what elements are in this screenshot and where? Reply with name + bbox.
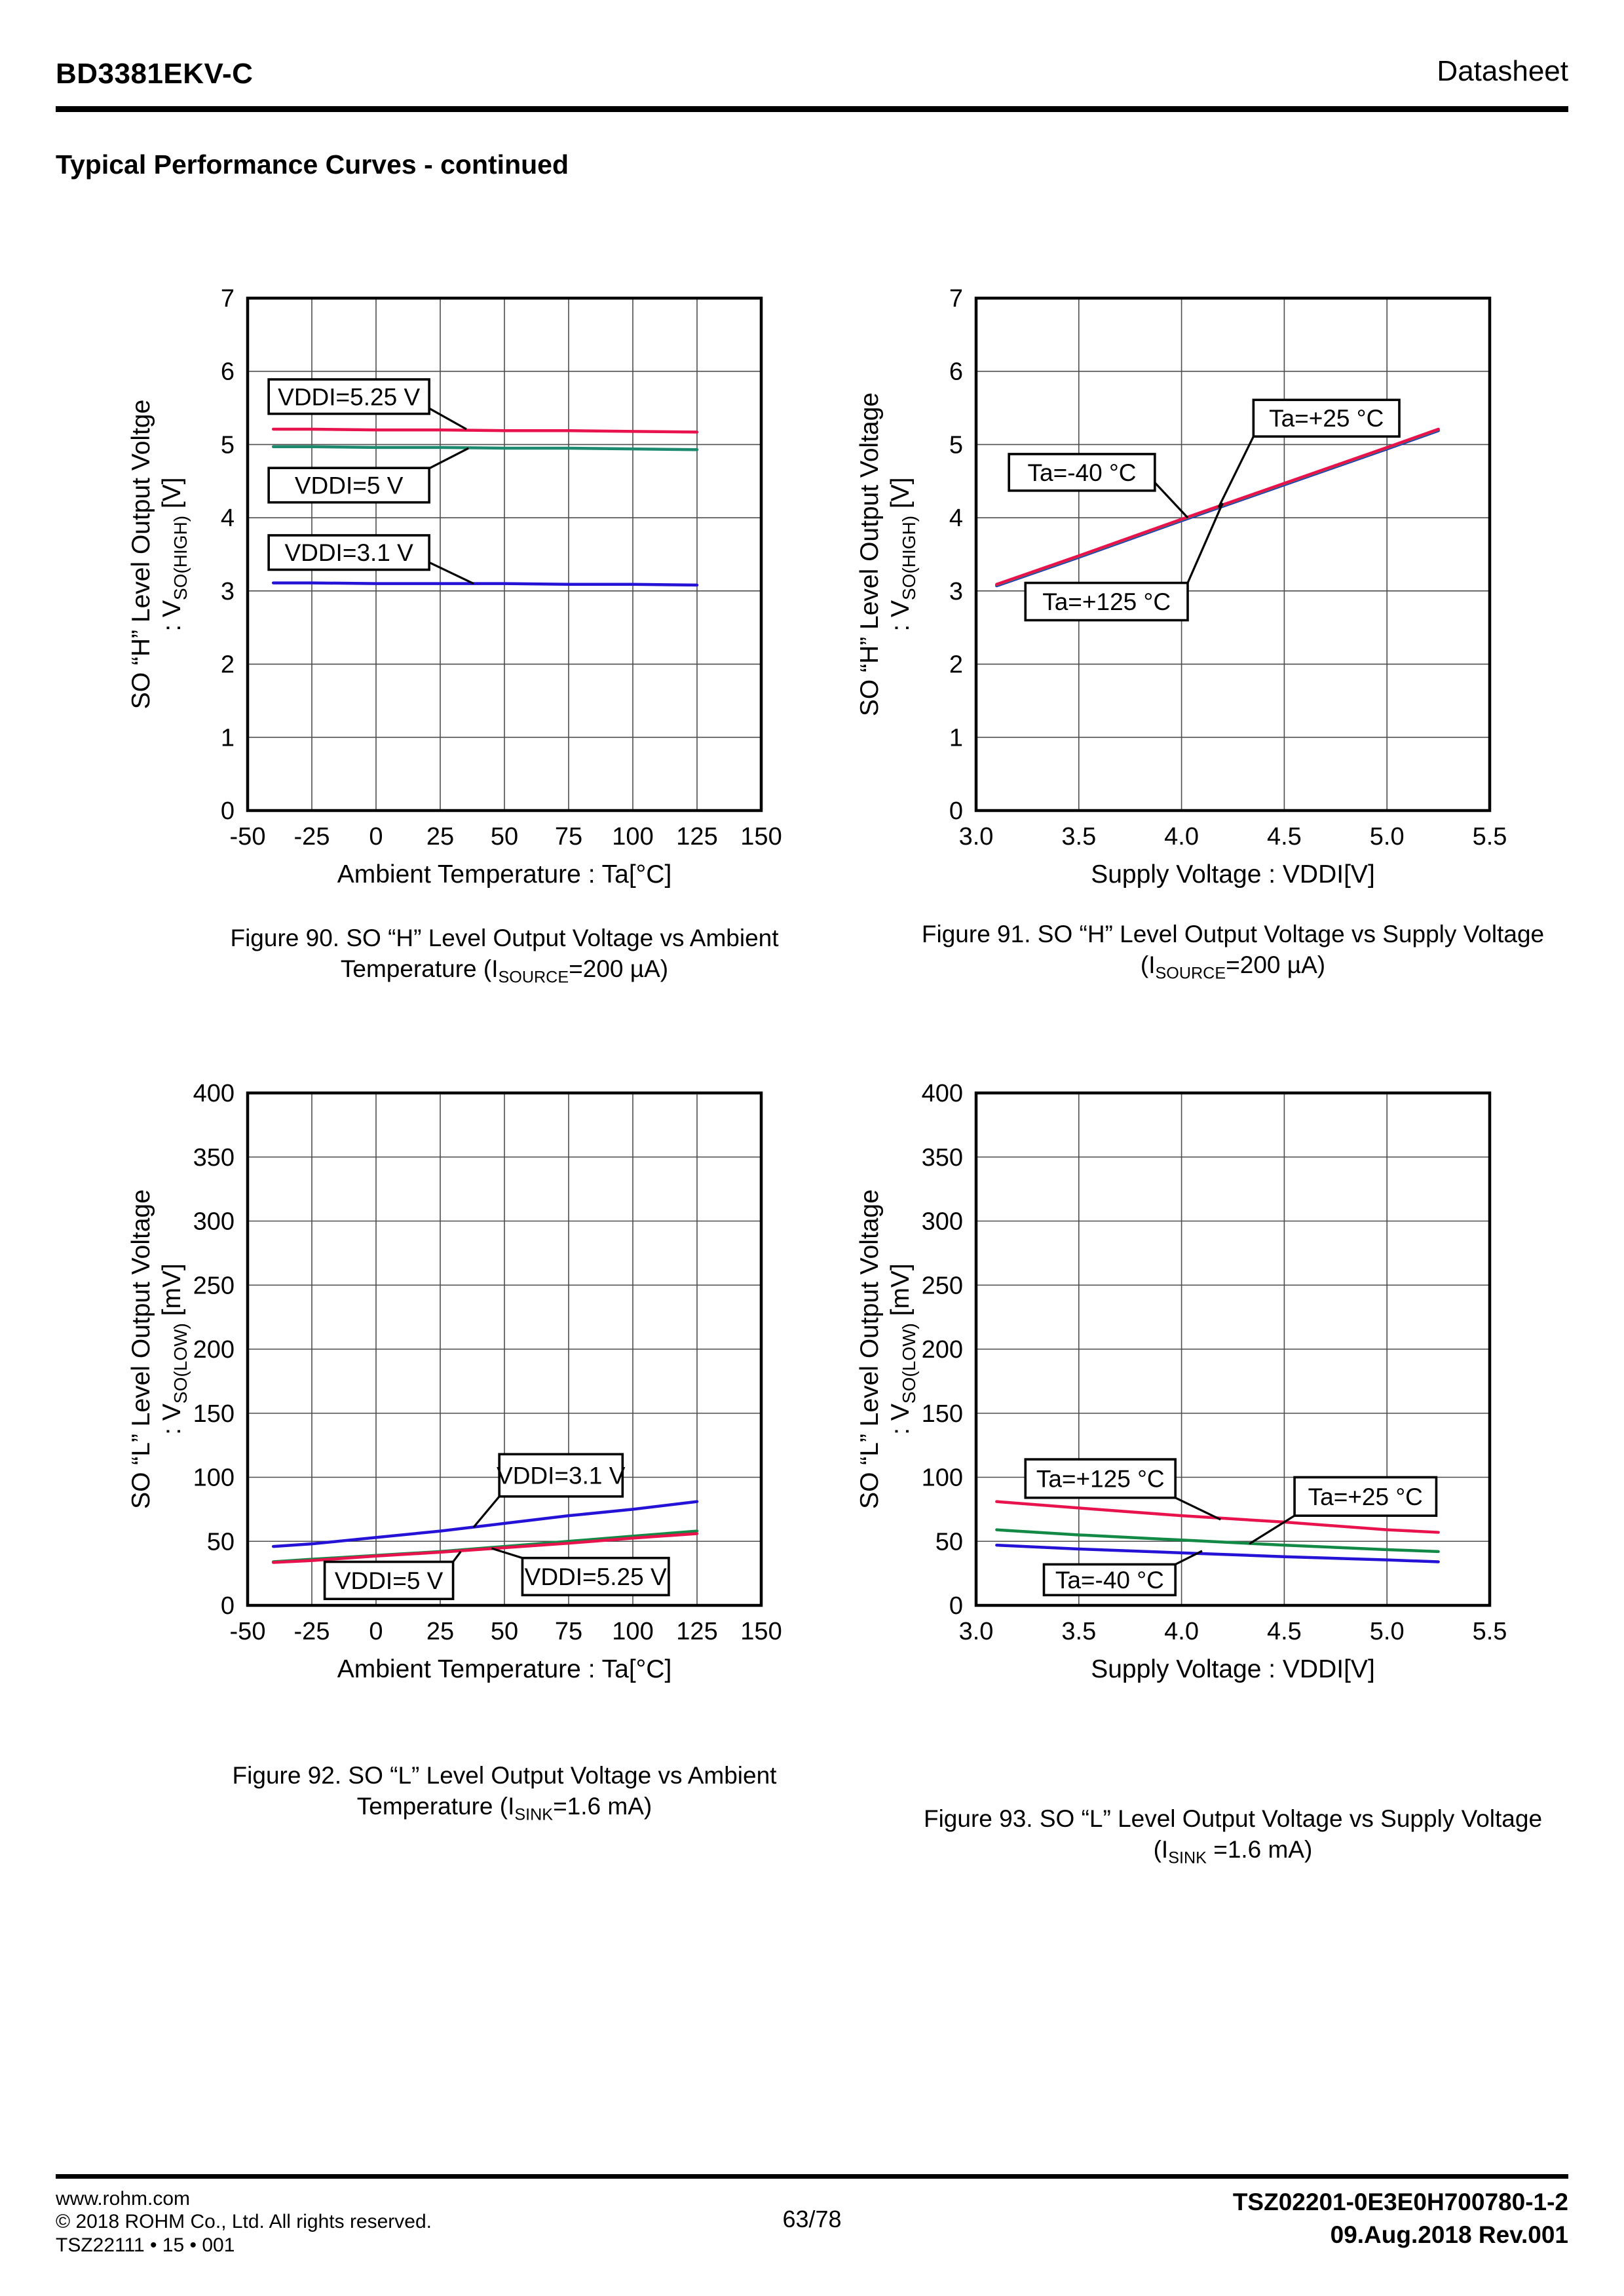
- svg-text:2: 2: [949, 651, 963, 679]
- svg-text:SO “L” Level Output Voltage: SO “L” Level Output Voltage: [127, 1189, 155, 1509]
- footer-website: www.rohm.com: [56, 2188, 191, 2210]
- footer-code: TSZ22111 • 15 • 001: [56, 2234, 235, 2256]
- svg-text:-25: -25: [293, 1618, 330, 1645]
- svg-text:1: 1: [220, 724, 235, 752]
- svg-text:7: 7: [220, 285, 235, 313]
- svg-text:-25: -25: [293, 823, 330, 851]
- svg-text:Ambient Temperature : Ta[°C]: Ambient Temperature : Ta[°C]: [337, 860, 672, 889]
- svg-text:6: 6: [220, 358, 235, 386]
- svg-text:350: 350: [921, 1143, 963, 1172]
- svg-text:300: 300: [193, 1208, 235, 1236]
- svg-text:2: 2: [220, 651, 235, 679]
- svg-text:400: 400: [921, 1080, 963, 1107]
- svg-text:Ta=+125 °C: Ta=+125 °C: [1042, 588, 1171, 616]
- svg-text:350: 350: [193, 1143, 235, 1172]
- svg-text:Ta=+125 °C: Ta=+125 °C: [1036, 1465, 1165, 1493]
- svg-text:25: 25: [426, 1618, 455, 1645]
- svg-text:0: 0: [369, 1618, 383, 1645]
- svg-text:7: 7: [949, 285, 963, 313]
- svg-text:4.0: 4.0: [1164, 1618, 1199, 1645]
- header-rule: [56, 106, 1568, 112]
- svg-text:0: 0: [949, 797, 963, 825]
- svg-text:VDDI=3.1 V: VDDI=3.1 V: [497, 1462, 626, 1489]
- footer-rule: [56, 2174, 1568, 2179]
- svg-text:5: 5: [220, 431, 235, 459]
- svg-text:400: 400: [193, 1080, 235, 1107]
- figure-91-chart: [827, 256, 1574, 921]
- footer-copyright: © 2018 ROHM Co., Ltd. All rights reserved.: [56, 2211, 432, 2233]
- svg-text:Ambient Temperature : Ta[°C]: Ambient Temperature : Ta[°C]: [337, 1655, 672, 1683]
- svg-text:4: 4: [949, 505, 963, 533]
- svg-text:4.5: 4.5: [1266, 823, 1302, 851]
- svg-text:VDDI=3.1 V: VDDI=3.1 V: [284, 539, 413, 567]
- svg-text:300: 300: [921, 1208, 963, 1236]
- svg-text:100: 100: [921, 1464, 963, 1492]
- svg-text:5.0: 5.0: [1369, 823, 1405, 851]
- svg-text:-50: -50: [229, 1618, 266, 1645]
- svg-text:: VSO(LOW) [mV]: : $V_{SO(LOW)}$ [mV]: [158, 1263, 191, 1435]
- svg-text:5.5: 5.5: [1472, 1618, 1507, 1645]
- svg-text:25: 25: [426, 823, 455, 851]
- figure-90-chart: [98, 256, 845, 921]
- svg-text:5.5: 5.5: [1472, 823, 1507, 851]
- svg-text:6: 6: [949, 358, 963, 386]
- svg-text:Ta=-40 °C: Ta=-40 °C: [1055, 1566, 1164, 1594]
- svg-text:3.5: 3.5: [1061, 823, 1097, 851]
- product-title: BD3381EKV-C: [56, 58, 254, 90]
- svg-text:0: 0: [220, 1592, 235, 1620]
- svg-text:: VSO(LOW) [mV]: : $V_{SO(LOW)}$ [mV]: [886, 1263, 919, 1435]
- svg-text:50: 50: [935, 1528, 963, 1556]
- svg-text:VDDI=5 V: VDDI=5 V: [294, 472, 404, 499]
- svg-text:100: 100: [612, 1618, 654, 1645]
- svg-text:100: 100: [193, 1464, 235, 1492]
- svg-text:150: 150: [921, 1400, 963, 1428]
- figure-93-caption: Figure 93. SO “L” Level Output Voltage vs Supply Voltage ($I_{SINK} =1.6$ mA): [923, 1805, 1543, 1867]
- svg-text:Ta=-40 °C: Ta=-40 °C: [1027, 459, 1137, 486]
- svg-text:4.0: 4.0: [1164, 823, 1199, 851]
- svg-text:3: 3: [949, 577, 963, 605]
- svg-text:Ta=+25 °C: Ta=+25 °C: [1269, 405, 1384, 432]
- svg-text:0: 0: [949, 1592, 963, 1620]
- svg-text:75: 75: [554, 1618, 583, 1645]
- svg-text:200: 200: [193, 1336, 235, 1364]
- svg-text:SO “H” Level Output Voltage: SO “H” Level Output Voltage: [856, 392, 884, 717]
- svg-text:VDDI=5 V: VDDI=5 V: [334, 1567, 444, 1594]
- svg-text:5.0: 5.0: [1369, 1618, 1405, 1645]
- document-type-label: Datasheet: [1437, 55, 1568, 87]
- figure-91-caption: Figure 91. SO “H” Level Output Voltage vs Supply Voltage ($I_{SOURCE}=200$ µA): [921, 921, 1545, 983]
- svg-text:200: 200: [921, 1336, 963, 1364]
- footer-revision: 09.Aug.2018 Rev.001: [1330, 2221, 1568, 2248]
- svg-text:SO “L” Level Output Voltage: SO “L” Level Output Voltage: [856, 1189, 884, 1509]
- footer-doc-number: TSZ02201-0E3E0H700780-1-2: [1232, 2189, 1568, 2215]
- svg-text:4: 4: [220, 505, 235, 533]
- footer-right-block: [1233, 2186, 1568, 2251]
- svg-text:0: 0: [220, 797, 235, 825]
- svg-text:150: 150: [740, 1618, 782, 1645]
- svg-text:250: 250: [921, 1272, 963, 1300]
- svg-text:3.0: 3.0: [958, 1618, 994, 1645]
- svg-text:: VSO(HIGH) [V]: : $V_{SO(HIGH)}$ [V]: [158, 477, 191, 632]
- footer-page-number: 63/78: [782, 2206, 842, 2232]
- figure-92-caption: Figure 92. SO “L” Level Output Voltage vs Ambient Temperature ($I_{SINK}=1.6$ mA): [232, 1762, 777, 1824]
- svg-text:50: 50: [490, 823, 519, 851]
- svg-text:Supply Voltage : VDDI[V]: Supply Voltage : VDDI[V]: [1091, 860, 1375, 889]
- svg-text:1: 1: [949, 724, 963, 752]
- svg-text:Supply Voltage : VDDI[V]: Supply Voltage : VDDI[V]: [1091, 1655, 1375, 1683]
- svg-text:3.0: 3.0: [958, 823, 994, 851]
- figure-90-caption: Figure 90. SO “H” Level Output Voltage vs Ambient Temperature ($I_{SOURCE}=200$ µA): [230, 925, 779, 987]
- svg-text:VDDI=5.25 V: VDDI=5.25 V: [524, 1563, 667, 1591]
- svg-text:VDDI=5.25 V: VDDI=5.25 V: [278, 383, 421, 411]
- svg-text:75: 75: [554, 823, 583, 851]
- svg-text:150: 150: [740, 823, 782, 851]
- svg-text:125: 125: [676, 1618, 718, 1645]
- svg-text:50: 50: [490, 1618, 519, 1645]
- svg-text:5: 5: [949, 431, 963, 459]
- svg-text:4.5: 4.5: [1266, 1618, 1302, 1645]
- svg-text:250: 250: [193, 1272, 235, 1300]
- svg-text:150: 150: [193, 1400, 235, 1428]
- section-title: Typical Performance Curves - continued: [56, 149, 569, 180]
- svg-text:3: 3: [220, 577, 235, 605]
- svg-text:: VSO(HIGH) [V]: : $V_{SO(HIGH)}$ [V]: [886, 477, 919, 632]
- figure-93-chart: [827, 1047, 1574, 1723]
- figure-92-chart: [98, 1047, 845, 1723]
- svg-text:3.5: 3.5: [1061, 1618, 1097, 1645]
- svg-text:SO “H” Level Output Voltge: SO “H” Level Output Voltge: [127, 399, 155, 710]
- svg-text:0: 0: [369, 823, 383, 851]
- svg-text:125: 125: [676, 823, 718, 851]
- svg-text:Ta=+25 °C: Ta=+25 °C: [1308, 1483, 1423, 1510]
- svg-text:-50: -50: [229, 823, 266, 851]
- svg-text:50: 50: [206, 1528, 235, 1556]
- svg-text:100: 100: [612, 823, 654, 851]
